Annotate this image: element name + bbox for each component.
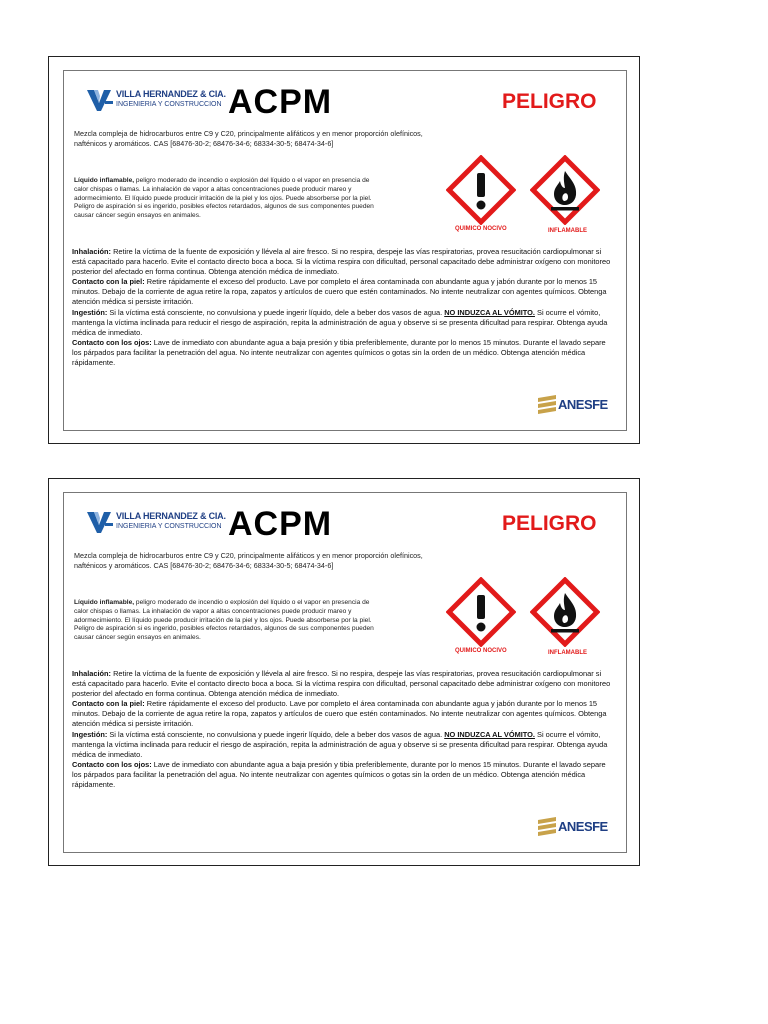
hazard-text: peligro moderado de incendio o explosión del líquido o el vapor en presencia de calor chispas o llamas. La inhalación de vapor a altas concentraciones puede producir mareo y adormecimiento. El líquido puede producir irritación de la piel y los ojos. Puede absorberse por la piel. Peligro de aspiración si es ingerido, posibles efectos retardados, algunos de sus componentes pueden causar cáncer según ensayos en animales.	[74, 177, 374, 220]
company-logo	[86, 509, 226, 543]
signal-word: PELIGRO	[502, 90, 597, 113]
pictogram-caption-inflamable: INFLAMABLE	[548, 228, 587, 234]
company-name: VILLA HERNANDEZ & CIA.	[116, 89, 226, 99]
company-tagline: INGENIERIA Y CONSTRUCCION	[116, 101, 222, 108]
label-inner-frame	[63, 492, 627, 853]
vh-logo-icon	[86, 509, 114, 535]
safety-label-2	[48, 478, 640, 866]
anesfe-logo	[538, 393, 618, 417]
skin-text: Retire rápidamente el exceso del producto. Lave por completo el área contaminada con abundante agua y jabón durante por lo menos 15 minutos. Debajo de la corriente de agua retire la ropa, zapatos y artículos de cuero que estén contaminados. No intente neutralizar con agentes químicos. Obtenga atención médica si persiste irritación.	[72, 277, 607, 307]
hazard-statement	[74, 599, 374, 643]
pictogram-caption-nocivo: QUIMICO NOCIVO	[455, 226, 507, 232]
first-aid-section	[72, 247, 612, 368]
signal-word: PELIGRO	[502, 512, 597, 535]
anesfe-logo-icon	[538, 395, 556, 415]
brand-name: ANESFE	[558, 397, 608, 412]
product-name: ACPM	[228, 505, 333, 543]
hazard-lead: Líquido inflamable,	[74, 599, 135, 606]
pictogram-caption-inflamable: INFLAMABLE	[548, 650, 587, 656]
hazard-lead: Líquido inflamable,	[74, 177, 135, 184]
flame-icon	[530, 577, 600, 647]
company-name: VILLA HERNANDEZ & CIA.	[116, 511, 226, 521]
eyes-text: Lave de inmediato con abundante agua a baja presión y tibia preferiblemente, durante por lo menos 15 minutos. Durante el lavado separe los párpados para facilitar la penetración del agua. No intente neutralizar con agentes químicos o gotas sin la orden de un médico. Obtenga atención médica rápidamente.	[72, 337, 606, 368]
skin-heading: Contacto con la piel:	[72, 699, 145, 709]
safety-label-1	[48, 56, 640, 444]
hazard-text: peligro moderado de incendio o explosión del líquido o el vapor en presencia de calor chispas o llamas. La inhalación de vapor a altas concentraciones puede producir mareo y adormecimiento. El líquido puede producir irritación de la piel y los ojos. Puede absorberse por la piel. Peligro de aspiración si es ingerido, posibles efectos retardados, algunos de sus componentes pueden causar cáncer según ensayos en animales.	[74, 599, 374, 642]
ingestion-heading: Ingestión:	[72, 307, 108, 317]
eyes-text: Lave de inmediato con abundante agua a baja presión y tibia preferiblemente, durante por lo menos 15 minutos. Durante el lavado separe los párpados para facilitar la penetración del agua. No intente neutralizar con agentes químicos o gotas sin la orden de un médico. Obtenga atención médica rápidamente.	[72, 759, 606, 790]
ingestion-warning: NO INDUZCA AL VÓMITO.	[444, 729, 535, 739]
ingestion-text: Si la víctima está consciente, no convulsiona y puede ingerir líquido, dele a beber dos vasos de agua.	[107, 729, 445, 739]
ingestion-text-2: Si ocurre el vómito, mantenga la víctima inclinada para reducir el riesgo de aspiración, repita la administración de agua y observe si se presenta dificultad para respirar. Obtenga ayuda médica de inmediato.	[72, 307, 608, 337]
skin-heading: Contacto con la piel:	[72, 277, 145, 287]
inhalation-heading: Inhalación:	[72, 669, 112, 678]
flame-icon	[530, 155, 600, 225]
inhalation-text: Retire la víctima de la fuente de exposición y llévela al aire fresco. Si no respira, despeje las vías respiratorias, provea resucitación cardiopulmonar si está capacitado para hacerlo. Evite el contacto directo boca a boca. Si la víctima respira con dificultad, personal capacitado debe administrar oxígeno con monitoreo posterior del afectado en forma continua. Obtenga atención médica de inmediato.	[72, 247, 611, 277]
exclamation-mark-icon	[446, 155, 516, 225]
company-logo	[86, 87, 226, 121]
skin-text: Retire rápidamente el exceso del producto. Lave por completo el área contaminada con abundante agua y jabón durante por lo menos 15 minutos. Debajo de la corriente de agua retire la ropa, zapatos y artículos de cuero que estén contaminados. No intente neutralizar con agentes químicos. Obtenga atención médica si persiste irritación.	[72, 699, 607, 729]
inhalation-text: Retire la víctima de la fuente de exposición y llévela al aire fresco. Si no respira, despeje las vías respiratorias, provea resucitación cardiopulmonar si está capacitado para hacerlo. Evite el contacto directo boca a boca. Si la víctima respira con dificultad, personal capacitado debe administrar oxígeno con monitoreo posterior del afectado en forma continua. Obtenga atención médica de inmediato.	[72, 669, 611, 699]
product-description: Mezcla compleja de hidrocarburos entre C9 y C20, principalmente alifáticos y en menor proporción olefínicos, nafténicos y aromáticos. CAS [68476-30-2; 68476-34-6; 68334-30-5; 68474-34-6]	[74, 129, 423, 148]
label-inner-frame	[63, 70, 627, 431]
product-description: Mezcla compleja de hidrocarburos entre C9 y C20, principalmente alifáticos y en menor proporción olefínicos, nafténicos y aromáticos. CAS [68476-30-2; 68476-34-6; 68334-30-5; 68474-34-6]	[74, 551, 423, 570]
pictogram-caption-nocivo: QUIMICO NOCIVO	[455, 648, 507, 654]
product-name: ACPM	[228, 83, 333, 121]
ingestion-heading: Ingestión:	[72, 729, 108, 739]
ingestion-warning: NO INDUZCA AL VÓMITO.	[444, 307, 535, 317]
company-tagline: INGENIERIA Y CONSTRUCCION	[116, 523, 222, 530]
brand-name: ANESFE	[558, 819, 608, 834]
inhalation-heading: Inhalación:	[72, 247, 112, 256]
ingestion-text-2: Si ocurre el vómito, mantenga la víctima inclinada para reducir el riesgo de aspiración, repita la administración de agua y observe si se presenta dificultad para respirar. Obtenga ayuda médica de inmediato.	[72, 729, 608, 759]
eyes-heading: Contacto con los ojos:	[72, 759, 152, 769]
eyes-heading: Contacto con los ojos:	[72, 337, 152, 347]
ingestion-text: Si la víctima está consciente, no convulsiona y puede ingerir líquido, dele a beber dos vasos de agua.	[107, 307, 445, 317]
anesfe-logo	[538, 815, 618, 839]
vh-logo-icon	[86, 87, 114, 113]
exclamation-mark-icon	[446, 577, 516, 647]
hazard-statement	[74, 177, 374, 221]
anesfe-logo-icon	[538, 817, 556, 837]
first-aid-section	[72, 669, 612, 790]
